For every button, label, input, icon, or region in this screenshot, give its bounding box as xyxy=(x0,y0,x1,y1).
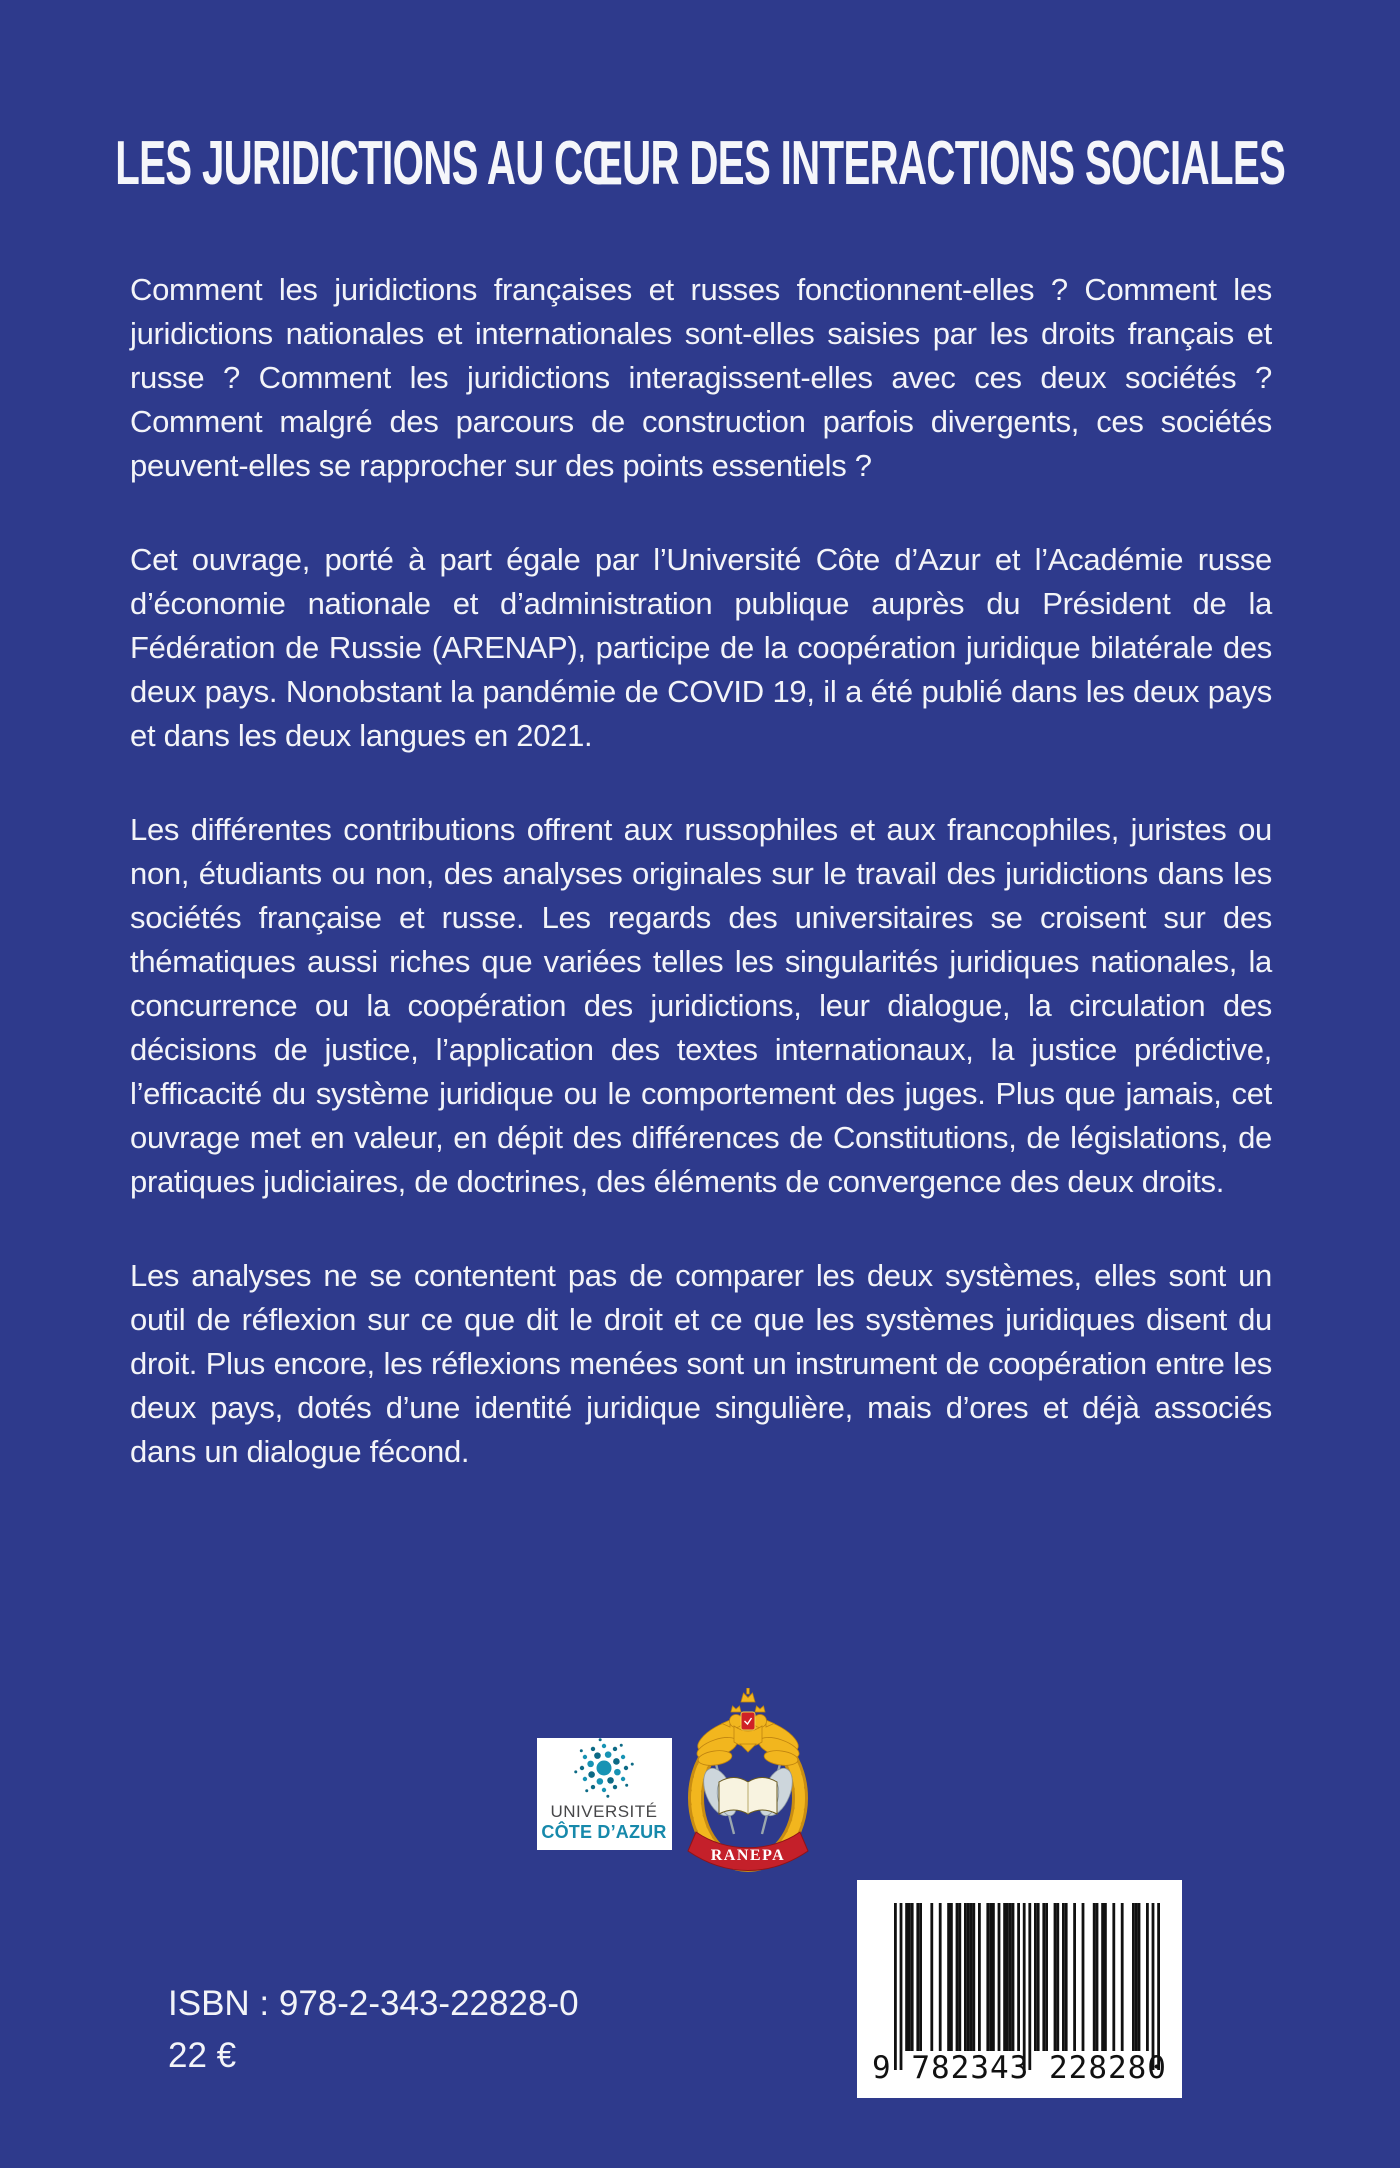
uca-line2: CÔTE D’AZUR xyxy=(541,1822,667,1842)
isbn-barcode xyxy=(857,1880,1182,2098)
paragraph-3: Les différentes contributions offrent aux russophiles et aux francophiles, juristes ou non, étudiants ou non, des analyses originales sur le travail des juridictions dans les sociétés française et russe. Les regards des universitaires se croisent sur des thématiques aussi riches que variées telles les singularités juridiques nationales, la concurrence ou la coopération des juridictions, leur dialogue, la circulation des décisions de justice, l’application des textes internationaux, la justice prédictive, l’efficacité du système juridique ou le comportement des juges. Plus que jamais, cet ouvrage met en valeur, en dépit des différences de Constitutions, de législations, de pratiques judiciaires, de doctrines, des éléments de convergence des deux droits. xyxy=(130,812,1272,1199)
ranepa-label: RANEPA xyxy=(710,1847,786,1864)
paragraph-4: Les analyses ne se contentent pas de comparer les deux systèmes, elles sont un outil de réflexion sur ce que dit le droit et ce que les systèmes juridiques disent du droit. Plus encore, les réflexions menées sont un instrument de coopération entre les deux pays, dotés d’une identité juridique singulière, mais d’ores et déjà associés dans un dialogue fécond. xyxy=(130,1258,1272,1469)
paragraph-2: Cet ouvrage, porté à part égale par l’Université Côte d’Azur et l’Académie russe d’économie nationale et d’administration publique auprès du Président de la Fédération de Russie (ARENAP), participe de la coopération juridique bilatérale des deux pays. Nonobstant la pandémie de COVID 19, il a été publié dans les deux pays et dans les deux langues en 2021. xyxy=(130,542,1272,753)
uca-dots-icon xyxy=(537,1738,672,1850)
isbn-text: ISBN : 978-2-343-22828-0 xyxy=(168,1984,579,2023)
price-text: 22 € xyxy=(168,2036,237,2075)
back-cover-text xyxy=(130,268,1272,1474)
uca-logo xyxy=(537,1738,672,1850)
uca-line1: UNIVERSITÉ xyxy=(550,1802,658,1821)
ranepa-emblem-icon xyxy=(686,1688,810,1880)
barcode-number: 9 782343 228280 xyxy=(872,2050,1167,2086)
title-row xyxy=(0,128,1400,199)
book-title: LES JURIDICTIONS AU CŒUR DES INTERACTIONS SOCIALES xyxy=(115,129,1285,198)
paragraph-1: Comment les juridictions françaises et russes fonctionnent-elles ? Comment les juridictions nationales et internationales sont-elles saisies par les droits français et russe ? Comment les juridictions interagissent-elles avec ces deux sociétés ? Comment malgré des parcours de construction parfois divergents, ces sociétés peuvent-elles se rapprocher sur des points essentiels ? xyxy=(130,272,1272,483)
